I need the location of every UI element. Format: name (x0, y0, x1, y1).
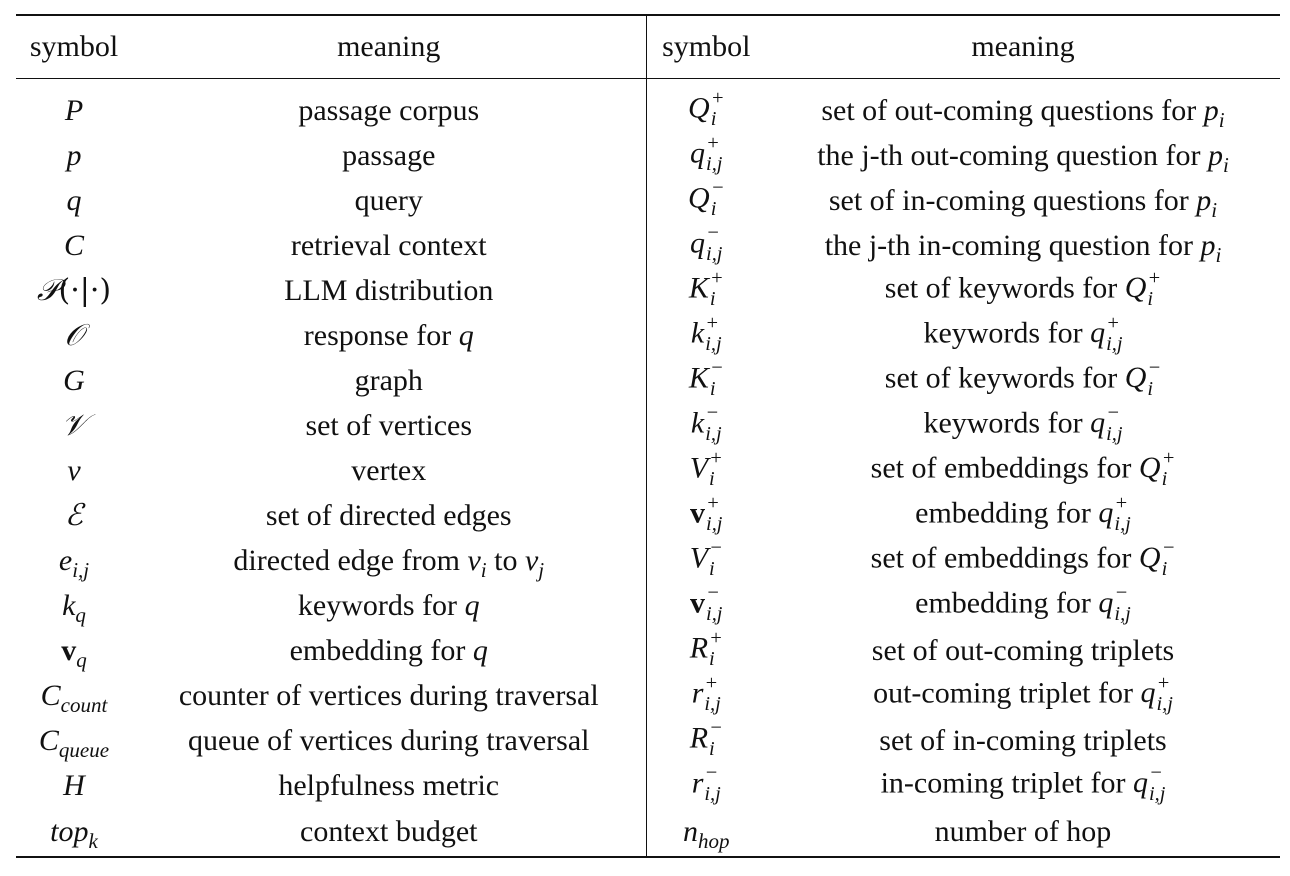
symbol-right: Q − i (646, 178, 766, 223)
meaning-left: set of vertices (305, 408, 473, 442)
meaning-left: embedding for q (289, 633, 488, 667)
symbol-right: q + i,j (646, 133, 766, 178)
header-row (16, 15, 1280, 79)
table-row (16, 583, 1280, 628)
symbol-right: K − i (646, 358, 766, 403)
symbol-right: V + i (646, 448, 766, 493)
symbol-left: $v_q$ (61, 633, 87, 672)
table-row (16, 313, 1280, 358)
meaning-left: passage corpus (298, 93, 480, 127)
meaning-left: counter of vertices during traversal (178, 678, 599, 712)
symbol-left: C (63, 228, 84, 262)
meaning-right: the j-th out-coming question for $p_i$ (817, 138, 1229, 177)
header-symbol-right: symbol (646, 15, 766, 79)
meaning-right: number of hop (766, 808, 1280, 857)
meaning-left: graph (354, 363, 423, 397)
notation-table (16, 14, 1280, 858)
symbol-right: $n_{hop}$ (646, 808, 766, 857)
table-body (16, 79, 1280, 858)
table-row (16, 673, 1280, 718)
meaning-right: in-coming triplet for q − i,j (880, 762, 1166, 805)
symbol-right: R − i (646, 718, 766, 763)
symbol-left: top$_k$ (16, 808, 132, 857)
table-row (16, 493, 1280, 538)
meaning-left: queue of vertices during traversal (188, 723, 590, 757)
symbol-right: r + i,j (646, 673, 766, 718)
meaning-right: set of embeddings for Q + i (870, 447, 1176, 490)
meaning-right: set of embeddings for Q − i (870, 537, 1176, 580)
symbol-left: $C_{count}$ (40, 678, 108, 717)
table-row (16, 403, 1280, 448)
table-row (16, 79, 1280, 134)
symbol-right: R + i (646, 628, 766, 673)
symbol-right: q − i,j (646, 223, 766, 268)
table-row (16, 808, 1280, 857)
meaning-left: vertex (351, 453, 427, 487)
symbol-right: v + i,j (646, 493, 766, 538)
table-row (16, 538, 1280, 583)
table-row (16, 448, 1280, 493)
meaning-left: passage (342, 138, 436, 172)
meaning-right: set of keywords for Q + i (884, 267, 1162, 310)
meaning-right: out-coming triplet for q + i,j (873, 672, 1173, 715)
meaning-left: helpfulness metric (278, 768, 500, 802)
meaning-right: embedding for q − i,j (915, 582, 1131, 625)
table-row (16, 133, 1280, 178)
symbol-left: $C_{queue}$ (38, 723, 110, 762)
symbol-left: H (63, 768, 85, 802)
symbol-right: K + i (646, 268, 766, 313)
meaning-right: set of out-coming questions for $p_i$ (821, 93, 1225, 132)
symbol-left: 𝒪 (64, 318, 84, 353)
symbol-right: v − i,j (646, 583, 766, 628)
table-row (16, 628, 1280, 673)
table-header (16, 15, 1280, 79)
symbol-left: v (67, 453, 81, 487)
table-row (16, 718, 1280, 763)
symbol-right: r − i,j (646, 763, 766, 808)
table-row (16, 763, 1280, 808)
header-symbol-left: symbol (16, 15, 132, 79)
meaning-left: context budget (132, 808, 646, 857)
table-row (16, 268, 1280, 313)
symbol-left: $k_q$ (62, 588, 86, 627)
meaning-right: set of keywords for Q − i (884, 357, 1162, 400)
meaning-left: response for q (303, 318, 474, 352)
meaning-right: keywords for q − i,j (923, 402, 1123, 445)
symbol-right: Q + i (646, 79, 766, 134)
meaning-right: set of in-coming questions for $p_i$ (828, 183, 1218, 222)
symbol-left: $e_{i,j}$ (58, 543, 90, 582)
meaning-right: set of in-coming triplets (879, 723, 1167, 757)
symbol-right: k + i,j (646, 313, 766, 358)
symbol-right: k − i,j (646, 403, 766, 448)
meaning-left: keywords for q (297, 588, 480, 622)
symbol-left: 𝒱 (61, 408, 87, 443)
meaning-left: retrieval context (290, 228, 487, 262)
header-meaning-left: meaning (132, 15, 646, 79)
header-meaning-right: meaning (766, 15, 1280, 79)
symbol-right: V − i (646, 538, 766, 583)
meaning-right: keywords for q + i,j (923, 312, 1123, 355)
symbol-left: ℰ (64, 498, 84, 533)
symbol-left: p (66, 138, 82, 172)
symbol-left: 𝒫(·|·) (36, 273, 112, 308)
table-row (16, 178, 1280, 223)
meaning-left: directed edge from $v_i$ to $v_j$ (233, 543, 545, 582)
meaning-right: embedding for q + i,j (915, 492, 1131, 535)
table-row (16, 223, 1280, 268)
meaning-left: query (354, 183, 423, 217)
symbol-left: G (63, 363, 85, 397)
meaning-right: the j-th in-coming question for $p_i$ (824, 228, 1222, 267)
meaning-right: set of out-coming triplets (871, 633, 1175, 667)
meaning-left: set of directed edges (265, 498, 512, 532)
symbol-left: q (66, 183, 82, 217)
symbol-left: P (64, 93, 84, 127)
table-row (16, 358, 1280, 403)
meaning-left: LLM distribution (284, 273, 494, 307)
